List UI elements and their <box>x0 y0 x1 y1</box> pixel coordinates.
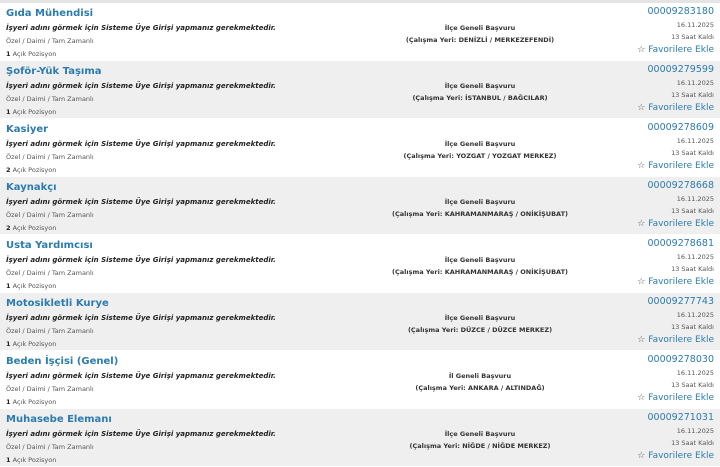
job-type: Özel / Daimi / Tam Zamanlı <box>6 269 94 277</box>
favorite-label: Favorilere Ekle <box>648 335 714 345</box>
add-favorite-button[interactable] <box>637 275 714 290</box>
time-remaining: 13 Saat Kaldı <box>671 33 714 41</box>
job-title-link[interactable]: Kasiyer <box>6 124 49 135</box>
location-info <box>330 254 630 278</box>
application-scope: İlçe Geneli Başvuru <box>444 24 516 32</box>
add-favorite-button[interactable] <box>637 391 714 406</box>
position-count: 1 <box>6 456 11 464</box>
position-count: 1 <box>6 282 11 290</box>
listing-meta <box>637 63 714 116</box>
job-title-link[interactable]: Şoför-Yük Taşıma <box>6 66 102 77</box>
application-scope: İlçe Geneli Başvuru <box>444 82 516 90</box>
job-title-link[interactable]: Gıda Mühendisi <box>6 8 94 19</box>
favorite-label: Favorilere Ekle <box>648 161 714 171</box>
job-title-link[interactable]: Motosikletli Kurye <box>6 298 109 309</box>
application-scope: İlçe Geneli Başvuru <box>444 198 516 206</box>
job-type: Özel / Daimi / Tam Zamanlı <box>6 37 94 45</box>
add-favorite-button[interactable] <box>637 217 714 232</box>
time-remaining: 13 Saat Kaldı <box>671 265 714 273</box>
job-listing-row <box>0 177 720 235</box>
job-listing-row <box>0 119 720 177</box>
work-location: (Çalışma Yeri: KAHRAMANMARAŞ / ONİKİŞUBAT) <box>392 210 568 218</box>
favorite-label: Favorilere Ekle <box>648 393 714 403</box>
star-outline-icon: ☆ <box>637 161 646 171</box>
listing-date: 16.11.2025 <box>676 427 714 435</box>
listing-meta <box>637 411 714 464</box>
listing-id-link[interactable]: 00009278681 <box>647 238 714 249</box>
job-title-link[interactable]: Muhasebe Elemanı <box>6 414 112 425</box>
application-scope: İlçe Geneli Başvuru <box>444 314 516 322</box>
time-remaining: 13 Saat Kaldı <box>671 323 714 331</box>
location-info <box>330 312 630 336</box>
work-location: (Çalışma Yeri: ANKARA / ALTINDAĞ) <box>415 384 545 392</box>
favorite-label: Favorilere Ekle <box>648 103 714 113</box>
work-location: (Çalışma Yeri: DENİZLİ / MERKEZEFENDİ) <box>405 36 555 44</box>
star-outline-icon: ☆ <box>637 335 646 345</box>
listing-meta <box>637 121 714 174</box>
job-listing-row <box>0 235 720 293</box>
star-outline-icon: ☆ <box>637 451 646 461</box>
job-title-link[interactable]: Kaynakçı <box>6 182 57 193</box>
listing-id-link[interactable]: 00009277743 <box>647 296 714 307</box>
favorite-label: Favorilere Ekle <box>648 45 714 55</box>
favorite-label: Favorilere Ekle <box>648 451 714 461</box>
favorite-label: Favorilere Ekle <box>648 219 714 229</box>
open-positions <box>6 222 714 234</box>
open-positions-label: Açık Pozisyon <box>12 340 57 348</box>
job-listing-row <box>0 3 720 61</box>
job-type: Özel / Daimi / Tam Zamanlı <box>6 211 94 219</box>
open-positions-label: Açık Pozisyon <box>12 50 57 58</box>
position-count: 1 <box>6 50 11 58</box>
time-remaining: 13 Saat Kaldı <box>671 207 714 215</box>
application-scope: İlçe Geneli Başvuru <box>444 430 516 438</box>
open-positions-label: Açık Pozisyon <box>12 108 57 116</box>
location-info <box>330 370 630 394</box>
listing-date: 16.11.2025 <box>676 21 714 29</box>
position-count: 2 <box>6 166 11 174</box>
work-location: (Çalışma Yeri: İSTANBUL / BAĞCILAR) <box>412 94 548 102</box>
work-location: (Çalışma Yeri: NİĞDE / NİĞDE MERKEZ) <box>409 442 551 450</box>
job-listing-row <box>0 293 720 351</box>
listing-date: 16.11.2025 <box>676 311 714 319</box>
job-type: Özel / Daimi / Tam Zamanlı <box>6 443 94 451</box>
employer-notice: İşyeri adını görmek için Sisteme Üye Girişi yapmanız gerekmektedir. <box>6 198 276 206</box>
listing-meta <box>637 295 714 348</box>
listing-id-link[interactable]: 00009283180 <box>647 6 714 17</box>
job-type: Özel / Daimi / Tam Zamanlı <box>6 327 94 335</box>
add-favorite-button[interactable] <box>637 159 714 174</box>
listing-id-link[interactable]: 00009271031 <box>647 412 714 423</box>
position-count: 1 <box>6 398 11 406</box>
work-location: (Çalışma Yeri: YOZGAT / YOZGAT MERKEZ) <box>403 152 557 160</box>
open-positions <box>6 164 714 176</box>
work-location: (Çalışma Yeri: DÜZCE / DÜZCE MERKEZ) <box>407 326 553 334</box>
listing-date: 16.11.2025 <box>676 369 714 377</box>
job-title-link[interactable]: Usta Yardımcısı <box>6 240 93 251</box>
listing-date: 16.11.2025 <box>676 195 714 203</box>
job-type: Özel / Daimi / Tam Zamanlı <box>6 385 94 393</box>
add-favorite-button[interactable] <box>637 449 714 464</box>
add-favorite-button[interactable] <box>637 333 714 348</box>
listing-date: 16.11.2025 <box>676 253 714 261</box>
listing-id-link[interactable]: 00009278668 <box>647 180 714 191</box>
listing-meta <box>637 353 714 406</box>
location-info <box>330 22 630 46</box>
open-positions <box>6 338 714 350</box>
job-listing-row <box>0 409 720 467</box>
star-outline-icon: ☆ <box>637 219 646 229</box>
application-scope: İl Geneli Başvuru <box>448 372 512 380</box>
listing-id-link[interactable]: 00009278609 <box>647 122 714 133</box>
listing-date: 16.11.2025 <box>676 137 714 145</box>
location-info <box>330 196 630 220</box>
open-positions-label: Açık Pozisyon <box>12 224 57 232</box>
position-count: 1 <box>6 108 11 116</box>
time-remaining: 13 Saat Kaldı <box>671 149 714 157</box>
job-title-link[interactable]: Beden İşçisi (Genel) <box>6 356 119 367</box>
employer-notice: İşyeri adını görmek için Sisteme Üye Girişi yapmanız gerekmektedir. <box>6 430 276 438</box>
location-info <box>330 428 630 452</box>
star-outline-icon: ☆ <box>637 393 646 403</box>
location-info <box>330 138 630 162</box>
open-positions <box>6 454 714 466</box>
add-favorite-button[interactable] <box>637 101 714 116</box>
employer-notice: İşyeri adını görmek için Sisteme Üye Girişi yapmanız gerekmektedir. <box>6 256 276 264</box>
job-type: Özel / Daimi / Tam Zamanlı <box>6 95 94 103</box>
employer-notice: İşyeri adını görmek için Sisteme Üye Girişi yapmanız gerekmektedir. <box>6 140 276 148</box>
open-positions-label: Açık Pozisyon <box>12 398 57 406</box>
location-info <box>330 80 630 104</box>
listing-meta <box>637 5 714 58</box>
open-positions-label: Açık Pozisyon <box>12 456 57 464</box>
listing-meta <box>637 237 714 290</box>
time-remaining: 13 Saat Kaldı <box>671 91 714 99</box>
position-count: 2 <box>6 224 11 232</box>
work-location: (Çalışma Yeri: KAHRAMANMARAŞ / ONİKİŞUBAT) <box>392 268 568 276</box>
employer-notice: İşyeri adını görmek için Sisteme Üye Girişi yapmanız gerekmektedir. <box>6 82 276 90</box>
job-listing-row <box>0 351 720 409</box>
star-outline-icon: ☆ <box>637 103 646 113</box>
job-type: Özel / Daimi / Tam Zamanlı <box>6 153 94 161</box>
employer-notice: İşyeri adını görmek için Sisteme Üye Girişi yapmanız gerekmektedir. <box>6 24 276 32</box>
open-positions <box>6 280 714 292</box>
application-scope: İlçe Geneli Başvuru <box>444 140 516 148</box>
time-remaining: 13 Saat Kaldı <box>671 381 714 389</box>
position-count: 1 <box>6 340 11 348</box>
time-remaining: 13 Saat Kaldı <box>671 439 714 447</box>
listing-id-link[interactable]: 00009279599 <box>647 64 714 75</box>
open-positions <box>6 48 714 60</box>
listing-meta <box>637 179 714 232</box>
star-outline-icon: ☆ <box>637 45 646 55</box>
listing-date: 16.11.2025 <box>676 79 714 87</box>
add-favorite-button[interactable] <box>637 43 714 58</box>
star-outline-icon: ☆ <box>637 277 646 287</box>
open-positions <box>6 396 714 408</box>
listing-id-link[interactable]: 00009278030 <box>647 354 714 365</box>
favorite-label: Favorilere Ekle <box>648 277 714 287</box>
employer-notice: İşyeri adını görmek için Sisteme Üye Girişi yapmanız gerekmektedir. <box>6 314 276 322</box>
open-positions-label: Açık Pozisyon <box>12 166 57 174</box>
employer-notice: İşyeri adını görmek için Sisteme Üye Girişi yapmanız gerekmektedir. <box>6 372 276 380</box>
open-positions-label: Açık Pozisyon <box>12 282 57 290</box>
open-positions <box>6 106 714 118</box>
job-listing-row <box>0 61 720 119</box>
application-scope: İlçe Geneli Başvuru <box>444 256 516 264</box>
job-list <box>0 3 720 467</box>
